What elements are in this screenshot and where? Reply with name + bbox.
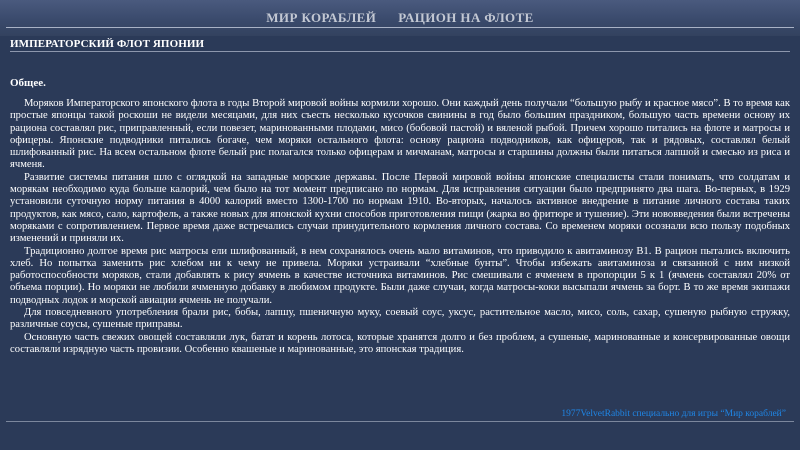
paragraph: Развитие системы питания шло с оглядкой на западные морские державы. После Первой мировой войны японские специалисты стали понимать, что солдатам и морякам необходимо куда больше калорий, чем было на тот момент предписано по нормам. Для исправления ситуации было предпринято два шага. Во-первых, в 1929 установили суточную норму питания в 4000 калорий вместо 1300-1700 по нормам 1910. Во-вторых, началось активное внедрение в питание личного состава таких продуктов, как мясо, сало, картофель, а также новых для японской кухни способов приготовления пищи (жарка во фритюре и тушение). Эти нововведения были встречены моряками с сопротивлением. Первое время даже встречались случаи принудительного кормления личного состава. Со временем моряки осознали всю пользу подобных изменений и приняли их. [10,171,790,245]
site-title: МИР КОРАБЛЕЙ [266,10,377,25]
paragraph: Для повседневного употребления брали рис, бобы, лапшу, пшеничную муку, соевый соус, уксус, растительное масло, мисо, соль, сахар, сушеную рыбную стружку, различные соусы, сушеные приправы. [10,307,790,331]
footer-rule [6,421,794,422]
paragraph: Традиционно долгое время рис матросы ели шлифованный, в нем сохранялось очень мало витаминов, что приводило к авитаминозу B1. В рацион пытались включить хлеб. Но попытка заменить рис хлебом ни к чему не привела. Моряки устраивали “хлебные бунты”. Чтобы избежать авитаминоза и связанной с ним низкой работоспособности моряков, стали добавлять к рису ячмень в качестве источника витаминов. Рис смешивали с ячменем в пропорции 5 к 1 (ячмень составлял 20% от объема порции). Но моряки не любили ячменную добавку в любимом продукте. Были даже случаи, когда матросы-коки высыпали ячмень за борт. В то же время экипажи подводных лодок и морской авиации ячмень не получали. [10,245,790,306]
page-title: РАЦИОН НА ФЛОТЕ [398,10,534,25]
subheading-general: Общее. [10,77,46,89]
section-title: ИМПЕРАТОРСКИЙ ФЛОТ ЯПОНИИ [10,38,205,50]
article-body [10,98,790,356]
footer-credit: 1977VelvetRabbit специально для игры “Мир кораблей” [561,409,786,419]
paragraph: Основную часть свежих овощей составляли лук, батат и корень лотоса, которые хранятся долго и без проблем, а сушеные, маринованные и консервированные овощи составляли изрядную часть провизии. Особенно квашеные и маринованные, это японская традиция. [10,331,790,355]
banner-title [0,0,800,36]
paragraph: Моряков Императорского японского флота в годы Второй мировой войны кормили хорошо. Они каждый день получали “большую рыбу и красное мясо”. В то время как простые японцы такой роскоши не видели месяцами, для них съесть несколько кусочков свинины в год было большим праздником, большую часть времени основу их рациона составлял рис, приправленный, если повезет, маринованными плодами, мисо (бобовой пастой) и вяленой рыбой. Причем хорошо питались на флоте и матросы и офицеры. Японские подводники питались богаче, чем моряки остального флота: основу рациона подводников, как офицеров, так и рядовых, составлял белый шлифованный рис. На всем остальном флоте белый рис полагался только офицерам и мичманам, матросы и старшины должны были питаться лапшой и смесью из риса и ячменя. [10,98,790,171]
